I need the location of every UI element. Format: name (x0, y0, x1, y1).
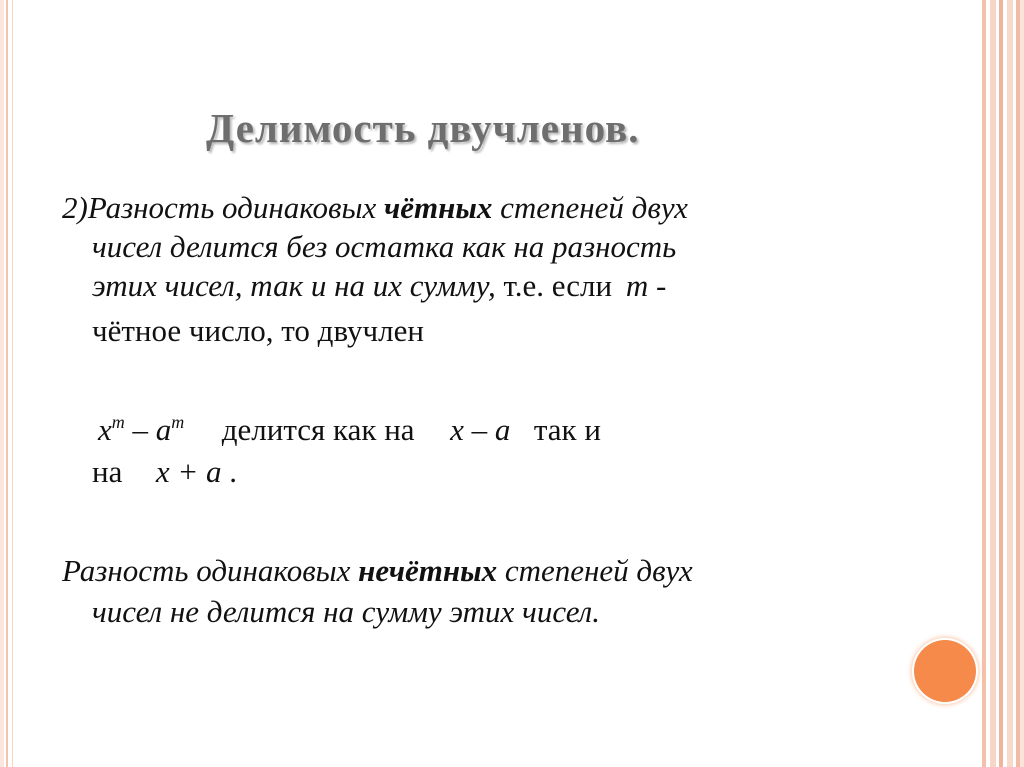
rule3-line1-end: степеней двух (497, 553, 693, 588)
formula-period: . (229, 454, 238, 489)
formula-x: x (98, 412, 112, 447)
formula-expr-difference: x – a (450, 412, 511, 447)
rule2-m-variable: m (625, 268, 649, 303)
rule2-line1-end: степеней двух (492, 190, 688, 225)
rule2-line3 (92, 266, 666, 305)
rule3-line1 (62, 551, 693, 590)
left-border-decoration (0, 0, 14, 767)
right-border-decoration (980, 0, 1024, 767)
formula-expr-sum: x + a (155, 454, 222, 489)
slide-title: Делимость двучленов. (206, 105, 640, 151)
rule3-line1-start: Разность одинаковых (62, 553, 359, 588)
orange-circle-decoration (914, 640, 976, 702)
rule2-line1-start: 2)Разность одинаковых (62, 190, 384, 225)
rule2-line3-start: этих чисел, так и на их сумму, (92, 268, 504, 303)
formula-a: a (155, 412, 172, 447)
rule2-line4: чётное число, то двучлен (92, 313, 424, 348)
rule3-odd-word: нечётных (358, 553, 498, 588)
formula-line1 (98, 410, 601, 449)
formula-text-divides: делится как на (221, 412, 415, 447)
rule2-line2: чисел делится без остатка как на разность (92, 229, 677, 264)
formula-line2 (92, 452, 237, 491)
formula-minus: – (124, 412, 156, 447)
formula-exp2: m (171, 412, 185, 432)
rule2-even-word: чётных (384, 190, 493, 225)
formula-exp1: m (111, 412, 125, 432)
formula-text-on: на (92, 454, 123, 489)
rule2-line3-dash: - (648, 268, 667, 303)
formula-text-and: так и (533, 412, 601, 447)
rule2-line3-te: т.е. если (503, 268, 620, 303)
rule3-line2: чисел не делится на сумму этих чисел. (92, 594, 600, 629)
rule2-line1 (62, 188, 688, 227)
